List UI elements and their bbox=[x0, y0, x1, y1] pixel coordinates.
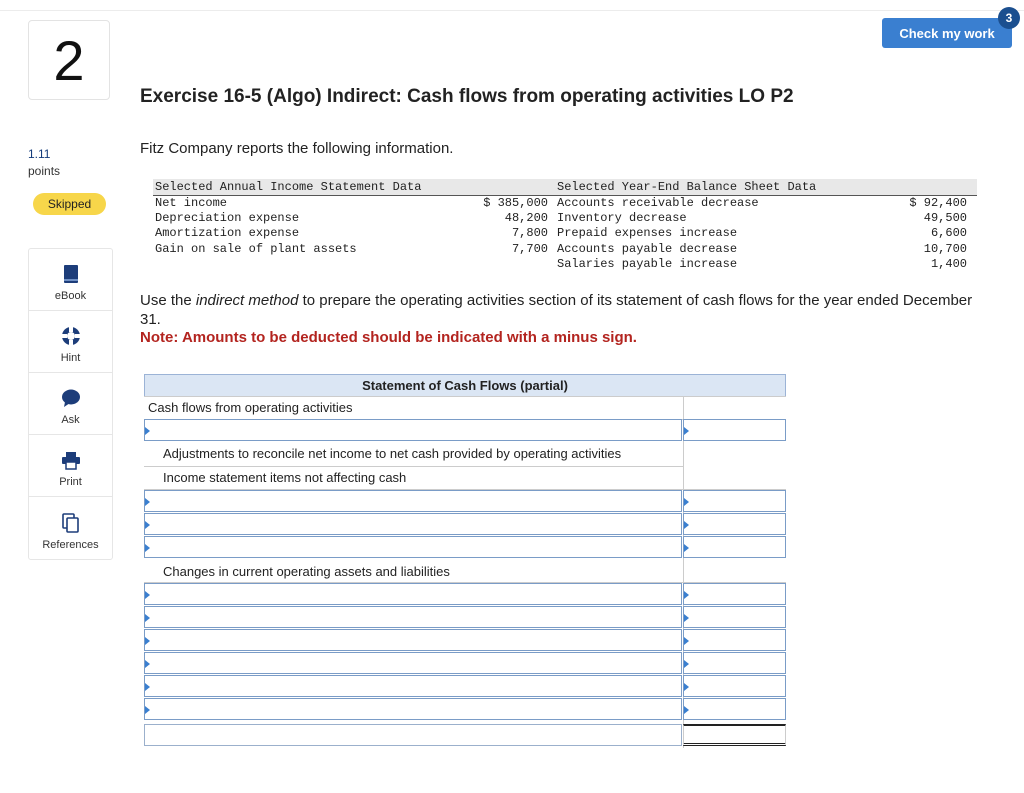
references-tool[interactable] bbox=[29, 497, 112, 559]
account-input[interactable] bbox=[144, 490, 682, 512]
amount-input[interactable] bbox=[683, 652, 786, 674]
instructions-emphasis: indirect method bbox=[195, 292, 299, 309]
right-row-value: $ 92,400 bbox=[909, 196, 967, 210]
account-input[interactable] bbox=[144, 652, 682, 674]
points-info bbox=[28, 146, 60, 180]
right-header: Selected Year-End Balance Sheet Data bbox=[557, 180, 817, 194]
amount-input[interactable] bbox=[683, 583, 786, 605]
amount-input[interactable] bbox=[683, 490, 786, 512]
dropdown-marker-icon bbox=[684, 637, 689, 645]
account-input[interactable] bbox=[144, 419, 682, 441]
question-number: 2 bbox=[28, 20, 110, 100]
copy-pages-icon bbox=[62, 513, 80, 533]
dropdown-marker-icon bbox=[145, 427, 150, 435]
right-row-label: Accounts receivable decrease bbox=[557, 196, 759, 210]
account-input[interactable] bbox=[144, 629, 682, 651]
top-divider bbox=[0, 10, 1024, 11]
row-divider bbox=[144, 396, 786, 397]
amount-input[interactable] bbox=[683, 675, 786, 697]
amount-input[interactable] bbox=[683, 536, 786, 558]
dropdown-marker-icon bbox=[684, 427, 689, 435]
book-icon bbox=[63, 264, 79, 284]
dropdown-marker-icon bbox=[684, 591, 689, 599]
dropdown-marker-icon bbox=[145, 637, 150, 645]
adjustments-label: Adjustments to reconcile net income to net cash provided by operating activities bbox=[163, 446, 622, 461]
dropdown-marker-icon bbox=[145, 706, 150, 714]
left-row-value: 48,200 bbox=[504, 211, 548, 225]
instructions-after: to prepare the operating activities section of its statement of cash flows for the year ended December 31. bbox=[140, 292, 973, 328]
total-label-input[interactable] bbox=[144, 724, 682, 746]
account-input[interactable] bbox=[144, 606, 682, 628]
left-header: Selected Annual Income Statement Data bbox=[155, 180, 422, 194]
right-row-value: 1,400 bbox=[930, 257, 967, 271]
print-tool[interactable] bbox=[29, 435, 112, 497]
chat-bubble-icon bbox=[61, 388, 81, 408]
account-input[interactable] bbox=[144, 583, 682, 605]
income-items-label: Income statement items not affecting cash bbox=[163, 470, 407, 485]
ask-label: Ask bbox=[61, 414, 80, 426]
amount-input[interactable] bbox=[683, 698, 786, 720]
amount-input[interactable] bbox=[683, 606, 786, 628]
lifebuoy-icon bbox=[61, 326, 81, 346]
right-row-value: 49,500 bbox=[923, 211, 967, 225]
instructions bbox=[140, 291, 980, 329]
right-row-label: Salaries payable increase bbox=[557, 257, 738, 271]
dropdown-marker-icon bbox=[145, 683, 150, 691]
right-row-label: Accounts payable decrease bbox=[557, 242, 738, 256]
right-row-label: Inventory decrease bbox=[557, 211, 687, 225]
account-input[interactable] bbox=[144, 536, 682, 558]
references-label: References bbox=[42, 539, 99, 551]
account-input[interactable] bbox=[144, 698, 682, 720]
account-input[interactable] bbox=[144, 675, 682, 697]
dropdown-marker-icon bbox=[684, 544, 689, 552]
dropdown-marker-icon bbox=[145, 614, 150, 622]
total-amount-input[interactable] bbox=[683, 724, 786, 746]
changes-label: Changes in current operating assets and liabilities bbox=[163, 564, 450, 579]
left-row-value: $ 385,000 bbox=[483, 196, 548, 210]
status-badge: Skipped bbox=[33, 193, 106, 215]
left-row-label: Gain on sale of plant assets bbox=[155, 242, 357, 256]
exercise-intro: Fitz Company reports the following information. bbox=[140, 140, 454, 157]
dropdown-marker-icon bbox=[684, 521, 689, 529]
tools-panel bbox=[28, 248, 113, 560]
row-divider bbox=[144, 466, 683, 467]
dropdown-marker-icon bbox=[145, 498, 150, 506]
ask-tool[interactable] bbox=[29, 373, 112, 435]
worksheet-title: Statement of Cash Flows (partial) bbox=[144, 374, 786, 397]
dropdown-marker-icon bbox=[684, 683, 689, 691]
check-count-badge: 3 bbox=[998, 7, 1020, 29]
ebook-tool[interactable] bbox=[29, 249, 112, 311]
dropdown-marker-icon bbox=[684, 660, 689, 668]
points-value: 1.11 bbox=[28, 147, 51, 161]
dropdown-marker-icon bbox=[684, 706, 689, 714]
hint-tool[interactable] bbox=[29, 311, 112, 373]
dropdown-marker-icon bbox=[145, 660, 150, 668]
left-row-label: Net income bbox=[155, 196, 228, 210]
dropdown-marker-icon bbox=[145, 544, 150, 552]
printer-icon bbox=[61, 450, 81, 470]
right-row-value: 10,700 bbox=[923, 242, 967, 256]
points-label: points bbox=[28, 164, 61, 178]
dropdown-marker-icon bbox=[684, 614, 689, 622]
dropdown-marker-icon bbox=[684, 498, 689, 506]
dropdown-marker-icon bbox=[145, 521, 150, 529]
operating-section-label: Cash flows from operating activities bbox=[148, 400, 353, 415]
amount-input[interactable] bbox=[683, 419, 786, 441]
instructions-note: Note: Amounts to be deducted should be indicated with a minus sign. bbox=[140, 329, 637, 346]
amount-input[interactable] bbox=[683, 629, 786, 651]
ebook-label: eBook bbox=[54, 290, 87, 302]
left-row-value: 7,800 bbox=[511, 226, 548, 240]
instructions-before: Use the bbox=[140, 292, 196, 309]
exercise-title: Exercise 16-5 (Algo) Indirect: Cash flows from operating activities LO P2 bbox=[140, 86, 794, 107]
dropdown-marker-icon bbox=[145, 591, 150, 599]
check-my-work-button[interactable]: Check my work bbox=[882, 18, 1012, 48]
account-input[interactable] bbox=[144, 513, 682, 535]
right-row-label: Prepaid expenses increase bbox=[557, 226, 738, 240]
left-row-value: 7,700 bbox=[511, 242, 548, 256]
left-row-label: Amortization expense bbox=[155, 226, 300, 240]
amount-input[interactable] bbox=[683, 513, 786, 535]
print-label: Print bbox=[59, 476, 82, 488]
left-row-label: Depreciation expense bbox=[155, 211, 300, 225]
right-row-value: 6,600 bbox=[930, 226, 967, 240]
hint-label: Hint bbox=[60, 352, 81, 364]
